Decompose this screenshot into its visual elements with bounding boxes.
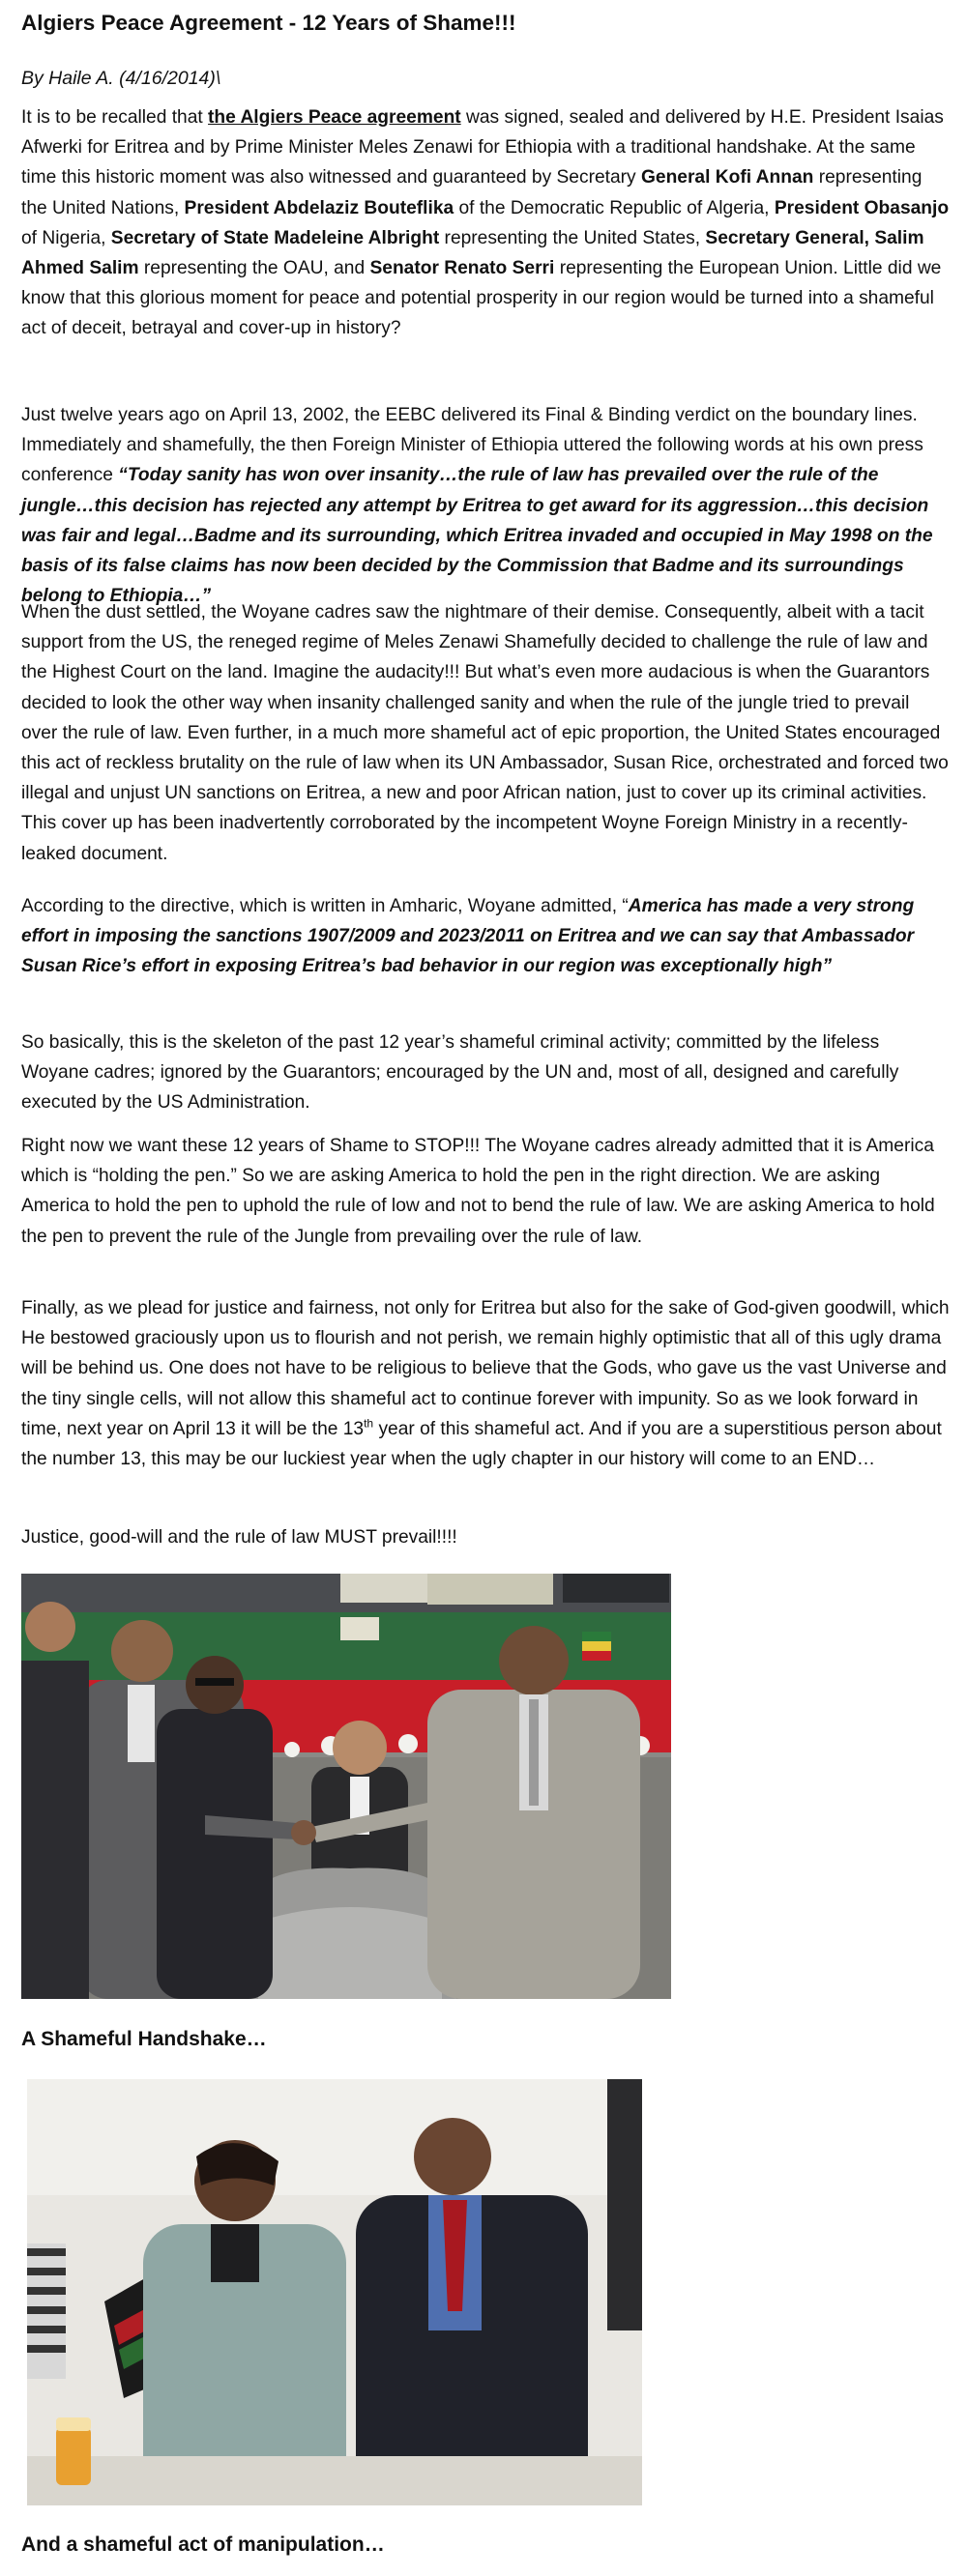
article-title: Algiers Peace Agreement - 12 Years of Shame!!!	[21, 11, 516, 35]
handshake-caption: A Shameful Handshake…	[21, 2028, 267, 2050]
paragraph-1: It is to be recalled that the Algiers Peace agreement was signed, sealed and delivered by H.E. President Isaias Afwerki for Eritrea and by Prime Minister Meles Zenawi for Ethiopia with a traditional handshake. At the same time this historic moment was also witnessed and guaranteed by Secretary General Kofi Annan representing the United Nations, President Abdelaziz Bouteflika of the Democratic Republic of Algeria, President Obasanjo of Nigeria, Secretary of State Madeleine Albright representing the United States, Secretary General, Salim Ahmed Salim representing the OAU, and Senator Renato Serri representing the European Union. Little did we know that this glorious moment for peace and potential prosperity in our region would be turned into a shameful act of deceit, betrayal and cover-up in history?	[21, 107, 950, 339]
foreign-minister-quote: “Today sanity has won over insanity…the rule of law has prevailed over the rule of the jungle…this decision has rejected any attempt by Eritrea to get award for its aggression…this decision was fair and legal…Badme and its surrounding, which Eritrea invaded and occupied in May 1998 on the basis of its false claims has now been decided by the Commission that Badme and its surroundings belong to Ethiopia…”	[21, 465, 933, 607]
paragraph-2: Just twelve years ago on April 13, 2002, the EEBC delivered its Final & Binding verdict on the boundary lines. Immediately and shamefully, the then Foreign Minister of Ethiopia uttered the following words at his own press conference “Today sanity has won over insanity…the rule of law has prevailed over the rule of the jungle…this decision has rejected any attempt by Eritrea to get award for its aggression…this decision was fair and legal…Badme and its surrounding, which Eritrea invaded and occupied in May 1998 on the basis of its false claims has now been decided by the Commission that Badme and its surroundings belong to Ethiopia…”	[21, 405, 933, 607]
paragraph-5: So basically, this is the skeleton of the past 12 year’s shameful criminal activity; committed by the lifeless Woyane cadres; ignored by the Guarantors; encouraged by the UN and, most of all, designed and carefully executed by the US Administration.	[21, 1032, 899, 1114]
article-byline: By Haile A. (4/16/2014)\	[21, 68, 221, 89]
paragraph-7: Finally, as we plead for justice and fairness, not only for Eritrea but also for the sake of God-given goodwill, which He bestowed graciously upon us to flourish and not perish, we remain highly optimistic that all of this ugly drama will be behind us. One does not have to be religious to believe that the Gods, who gave us the vast Universe and the tiny single cells, will not allow this shameful act to continue forever with impunity. So as we look forward in time, next year on April 13 it will be the 13th year of this shameful act. And if you are a superstitious person about the number 13, this may be our luckiest year when the ugly chapter in our history will come to an END…	[21, 1298, 950, 1470]
paragraph-4: According to the directive, which is written in Amharic, Woyane admitted, “America has made a very strong effort in imposing the sanctions 1907/2009 and 2023/2011 on Eritrea and we can say that Ambassador Susan Rice’s effort in exposing Eritrea’s bad behavior in our region was exceptionally high”	[21, 896, 915, 977]
handshake-photo	[21, 1574, 671, 1999]
meeting-photo	[27, 2079, 642, 2505]
paragraph-6: Right now we want these 12 years of Shame to STOP!!! The Woyane cadres already admitted that it is America which is “holding the pen.” So we are asking America to hold the pen in the right direction. We are asking America to hold the pen to uphold the rule of low and not to bend the rule of law. We are asking America to hold the pen to prevent the rule of the Jungle from prevailing over the rule of law.	[21, 1136, 935, 1247]
paragraph-3: When the dust settled, the Woyane cadres saw the nightmare of their demise. Consequently, albeit with a tacit support from the US, the reneged regime of Meles Zenawi Shamefully decided to challenge the rule of law and the Highest Court on the land. Imagine the audacity!!! But what’s even more audacious is when the Guarantors decided to look the other way when insanity challenged sanity and when the rule of the jungle tried to prevail over the rule of law. Even further, in a much more shameful act of epic proportion, the United States encouraged this act of reckless brutality on the rule of law when its UN Ambassador, Susan Rice, orchestrated and forced two illegal and unjust UN sanctions on Eritrea, a new and poor African nation, just to cover up its criminal activities. This cover up has been inadvertently corroborated by the incompetent Woyne Foreign Ministry in a recently-leaked document.	[21, 602, 949, 864]
article	[21, 0, 950, 2556]
meeting-caption: And a shameful act of manipulation…	[21, 2533, 385, 2556]
woyane-directive-quote: America has made a very strong effort in imposing the sanctions 1907/2009 and 2023/2011 on Eritrea and we can say that Ambassador Susan Rice’s effort in exposing Eritrea’s bad behavior in our region was exceptionally high”	[21, 896, 915, 977]
algiers-agreement-link[interactable]: the Algiers Peace agreement	[208, 107, 461, 128]
paragraph-8: Justice, good-will and the rule of law MUST prevail!!!!	[21, 1527, 457, 1548]
